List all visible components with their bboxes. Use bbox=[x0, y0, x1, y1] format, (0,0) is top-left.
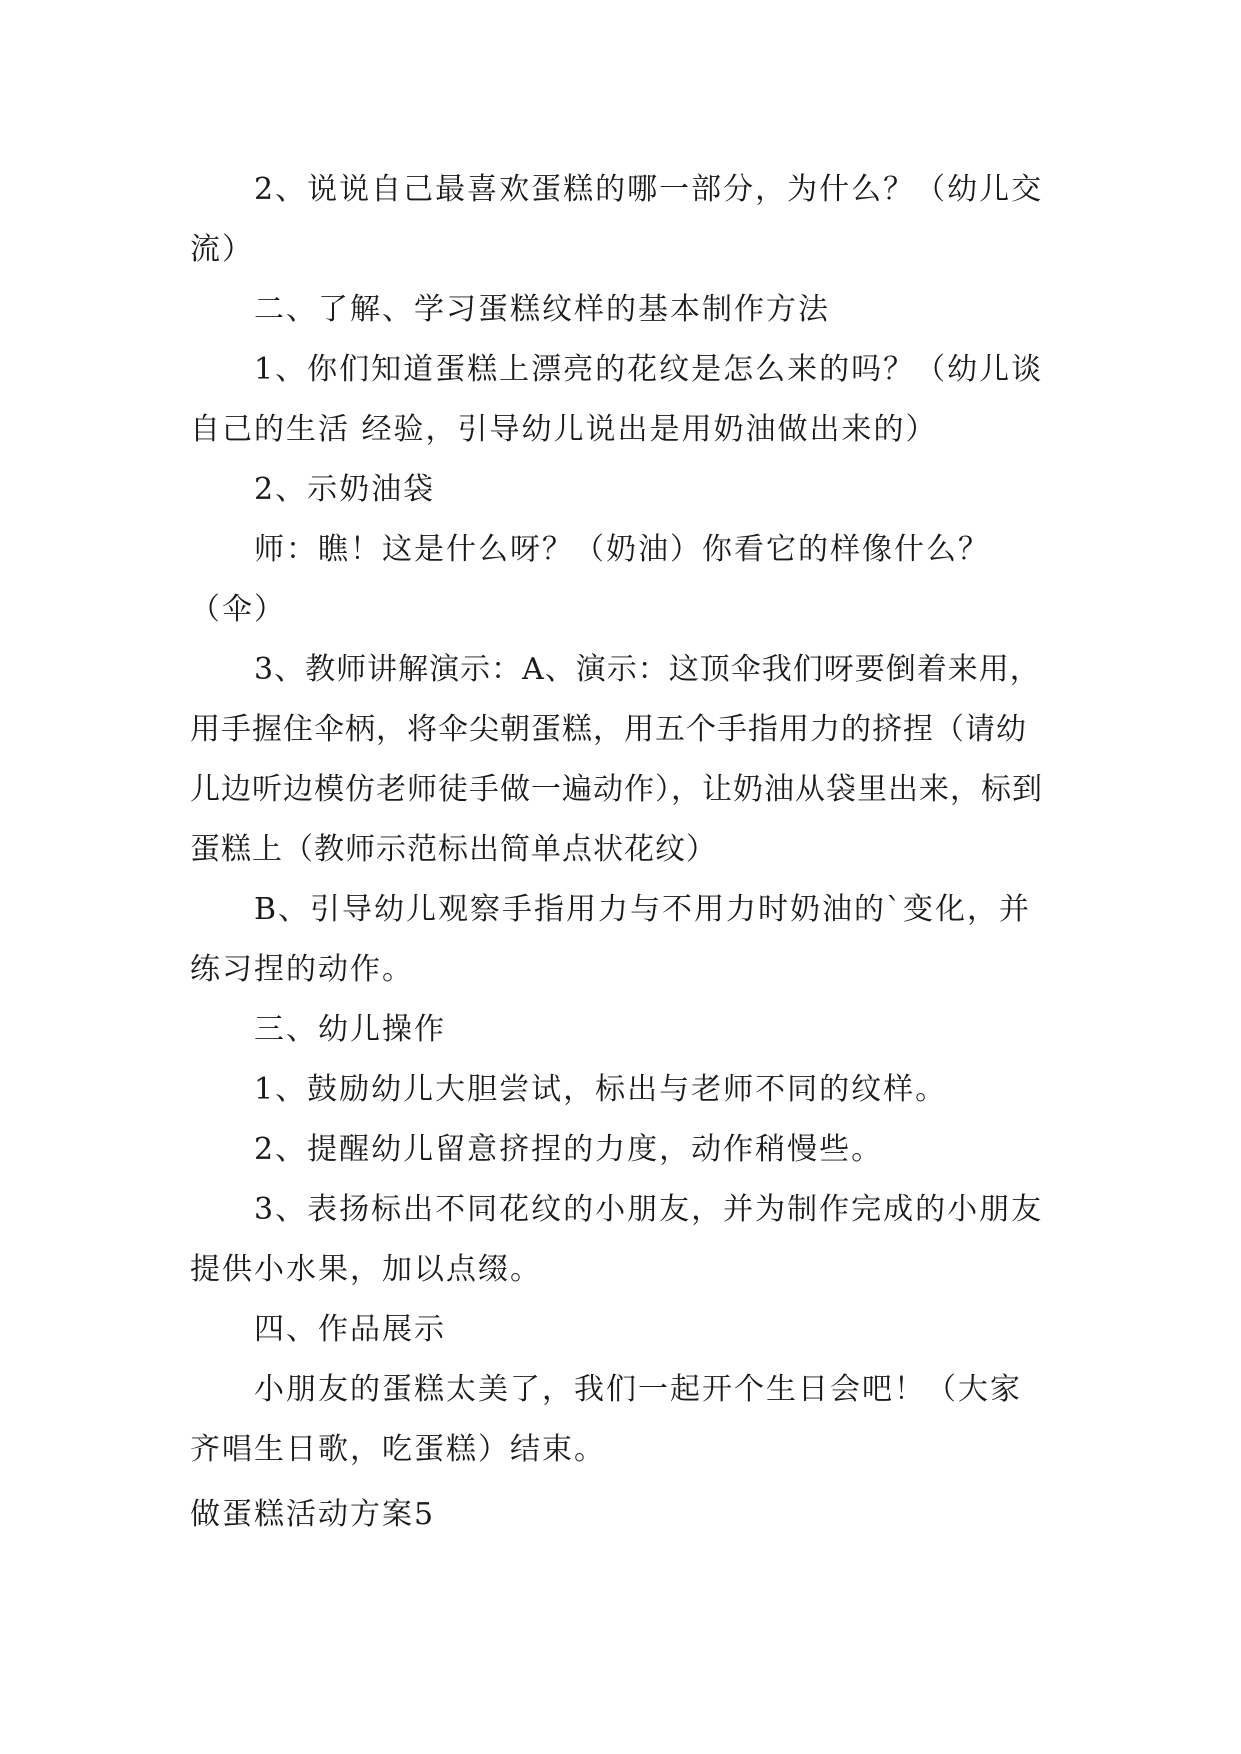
paragraph-how-patterns-made: 1、你们知道蛋糕上漂亮的花纹是怎么来的吗？（幼儿谈自己的生活 经验，引导幼儿说出是用奶油做出来的） bbox=[190, 352, 1044, 447]
paragraph-encourage-try: 1、鼓励幼儿大胆尝试，标出与老师不同的纹样。 bbox=[254, 1072, 948, 1107]
heading-children-operate: 三、幼儿操作 bbox=[254, 1012, 446, 1047]
document-body bbox=[190, 160, 1050, 1480]
paragraph-teacher-question: 师：瞧！这是什么呀？（奶油）你看它的样像什么？（伞） bbox=[190, 532, 990, 627]
paragraph-birthday-party: 小朋友的蛋糕太美了，我们一起开个生日会吧！（大家齐唱生日歌，吃蛋糕）结束。 bbox=[190, 1372, 1022, 1467]
paragraph-remind-force: 2、提醒幼儿留意挤捏的力度，动作稍慢些。 bbox=[254, 1132, 884, 1167]
paragraph-observe-fingers: B、引导幼儿观察手指用力与不用力时奶油的`变化，并练习捏的动作。 bbox=[190, 892, 1032, 987]
heading-show-works: 四、作品展示 bbox=[254, 1312, 446, 1347]
heading-learn-methods: 二、了解、学习蛋糕纹样的基本制作方法 bbox=[254, 292, 830, 327]
paragraph-praise-children: 3、表扬标出不同花纹的小朋友，并为制作完成的小朋友提供小水果，加以点缀。 bbox=[190, 1192, 1044, 1287]
paragraph-teacher-demo: 3、教师讲解演示：A、演示：这顶伞我们呀要倒着来用，用手握住伞柄，将伞尖朝蛋糕，用五个手指用力的挤捏（请幼儿边听边模仿老师徒手做一遍动作），让奶油从袋里出来，标到蛋糕上（教师示范标出简单点状花纹） bbox=[190, 652, 1043, 867]
section-title: 做蛋糕活动方案5 bbox=[190, 1497, 436, 1532]
paragraph-show-cream-bag: 2、示奶油袋 bbox=[254, 472, 436, 507]
paragraph-ask-favorite-part: 2、说说自己最喜欢蛋糕的哪一部分，为什么？（幼儿交流） bbox=[190, 172, 1044, 267]
